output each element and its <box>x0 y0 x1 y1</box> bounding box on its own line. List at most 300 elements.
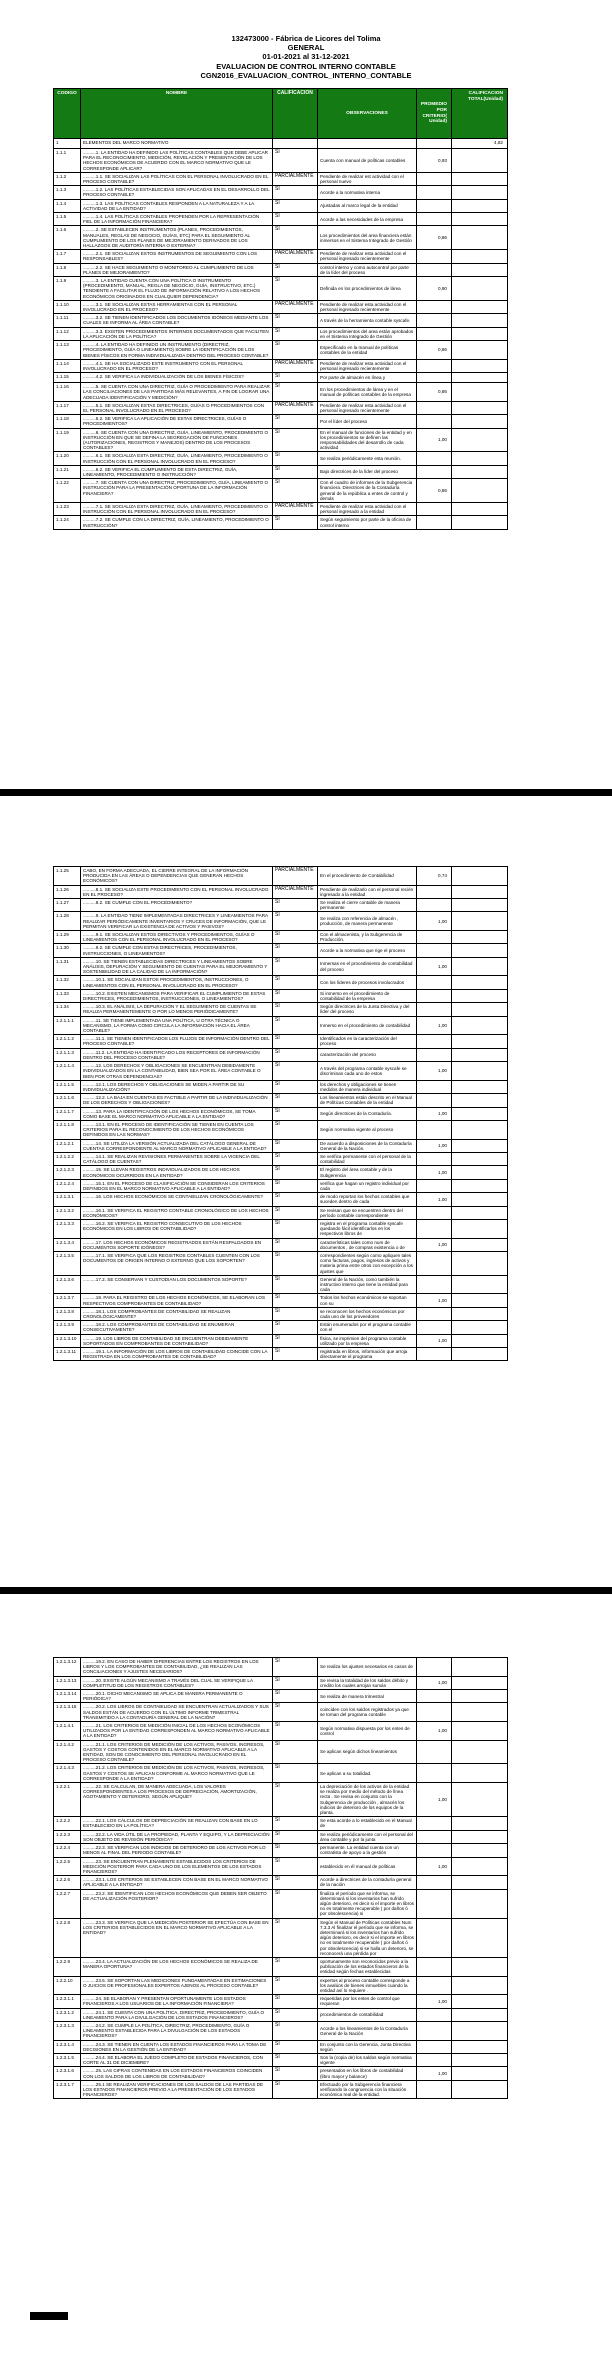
observaciones-cell: Efectuado por la Subgerencia financiera verificando la congruencia con la situación económica real de la entidad. <box>318 2081 417 2100</box>
table-row <box>54 1690 508 1703</box>
observaciones-cell: Bajo directrices de la líder del proceso <box>318 466 417 479</box>
observaciones-cell: Pendiente de realizar esta actividad con el personal ingresado recientemente <box>318 402 417 415</box>
name-cell: ..........22.1. LOS CÁLCULOS DE DEPRECIACIÓN SE REALIZAN CON BASE EN LO ESTABLECIDO EN LA POLÍTICA? <box>81 1817 273 1830</box>
name-cell: ..........20. EXISTE ALGÚN MECANISMO A TRAVÉS DEL CUAL SE VERIFIQUE LA COMPLETITUD DE LOS REGISTROS CONTABLES? <box>81 1677 273 1690</box>
calificacion-cell: SI <box>273 1049 318 1062</box>
observaciones-cell: Según el Manual de Políticas contables Num 7.3.3 Al finalizar el período que se informa, se determinará si los inventarios han sufrido algún deterioro, es decir si el importe en libros no es totalmente recuperable ( por daños ó por obsolescencia) si se halla un deterioro, se reconocerá una pérdida por <box>318 1919 417 1958</box>
calificacion-cell: SI <box>273 1108 318 1121</box>
promedio-cell <box>417 452 452 465</box>
name-cell: ..........25.1 SE REALIZAN VERIFICACIONES DE LOS SALDOS DE LAS PARTIDAS DE LOS ESTADOS FINANCIEROS PREVIO A LA PRESENTACIÓN DE LOS ESTADOS FINANCIEROS? <box>81 2081 273 2100</box>
table-row <box>54 1140 508 1153</box>
code-cell: 1.1.21 <box>54 466 81 479</box>
total-cell <box>452 1276 508 1295</box>
table-row <box>54 886 508 899</box>
name-cell: ..........1.2. LAS POLÍTICAS ESTABLECIDAS SON APLICADAS EN EL DESARROLLO DEL PROCESO CONTABLE? <box>81 186 273 199</box>
name-cell: ..........24. SE ELABORAN Y PRESENTAN OPORTUNAMENTE LOS ESTADOS FINANCIEROS A LOS USUARIOS DE LA INFORMACIÓN FINANCIERA? <box>81 1995 273 2008</box>
total-cell <box>452 402 508 415</box>
code-cell: 1.2.1.2.4 <box>54 1180 81 1193</box>
total-cell <box>452 149 508 173</box>
total-cell <box>452 213 508 226</box>
calificacion-cell: PARCIALMENTE <box>273 867 318 886</box>
code-cell: 1.2.2.4 <box>54 1844 81 1857</box>
table-row <box>54 200 508 213</box>
calificacion-cell: SI <box>273 912 318 931</box>
calificacion-cell: SI <box>273 383 318 402</box>
column-header-observaciones: OBSERVACIONES <box>318 89 417 139</box>
total-cell <box>452 931 508 944</box>
promedio-cell: 1,00 <box>417 1995 452 2008</box>
observaciones-cell: General de la Nación, como también la instructivo interno que tiene la entidad para cada <box>318 1276 417 1295</box>
code-cell: 1.1.14 <box>54 360 81 373</box>
code-cell: 1.2.3.1.2 <box>54 2009 81 2022</box>
observaciones-cell: Acorde a directrices de la contaduría general de la nación <box>318 1876 417 1889</box>
total-cell <box>452 1335 508 1348</box>
name-cell: ..........4.1. SE HA SOCIALIZADO ESTE INSTRUMENTO CON EL PERSONAL INVOLUCRADO EN EL PROCESO? <box>81 360 273 373</box>
total-cell <box>452 1094 508 1107</box>
observaciones-cell: Según normativa vigente al proceso <box>318 1121 417 1140</box>
calificacion-cell: SI <box>273 1690 318 1703</box>
table-row <box>54 1919 508 1958</box>
promedio-cell: 0,74 <box>417 867 452 886</box>
table-row <box>54 1193 508 1206</box>
calificacion-cell: SI <box>273 958 318 977</box>
name-cell: ..........24.2. SE CUMPLE LA POLÍTICA, DIRECTRIZ, PROCEDIMIENTO, GUÍA O LINEAMIENTO ESTABLECIDA PARA LA DIVULGACIÓN DE LOS ESTADOS FINANCIEROS? <box>81 2022 273 2041</box>
code-cell: 1.2.1.3.13 <box>54 1677 81 1690</box>
total-cell <box>452 1035 508 1048</box>
promedio-cell: 1,00 <box>417 1239 452 1252</box>
promedio-cell: 1,00 <box>417 1677 452 1690</box>
total-cell <box>452 264 508 277</box>
name-cell: ..........9.2. SE CUMPLE CON ESTAS DIRECTRICES, PROCEDIMIENTOS, INSTRUCCIONES, O LINEAMIENTOS? <box>81 944 273 957</box>
promedio-cell: 1,00 <box>417 1858 452 1877</box>
name-cell: ..........8.1. SE SOCIALIZA ESTE PROCEDIMIENTO CON EL PERSONAL INVOLUCRADO EN EL PROCESO? <box>81 886 273 899</box>
promedio-cell <box>417 139 452 149</box>
total-cell <box>452 1153 508 1166</box>
promedio-cell <box>417 1180 452 1193</box>
code-cell: 1.2.2.1 <box>54 1783 81 1817</box>
total-cell <box>452 466 508 479</box>
promedio-cell <box>417 264 452 277</box>
code-cell: 1.1.27 <box>54 899 81 912</box>
table-row <box>54 1252 508 1276</box>
total-cell <box>452 186 508 199</box>
table-row <box>54 1677 508 1690</box>
code-cell: 1.2.1.2.1 <box>54 1140 81 1153</box>
total-cell <box>452 1081 508 1094</box>
promedio-cell: 1,00 <box>417 1193 452 1206</box>
calificacion-cell: SI <box>273 1703 318 1722</box>
code-cell: 1.1.20 <box>54 452 81 465</box>
table-row <box>54 1958 508 1977</box>
table-row <box>54 429 508 453</box>
code-cell: 1.1.12 <box>54 328 81 341</box>
observaciones-cell: Se revisa la totalidad de los saldos débito y credito los cuales arrojan sumán <box>318 1677 417 1690</box>
name-cell: ..........4. LA ENTIDAD HA DEFINIDO UN INSTRUMENTO (DIRECTRIZ, PROCEDIMIENTO, GUÍA O LINEAMIENTO) SOBRE LA IDENTIFICACIÓN DE LOS BIENES FÍSICOS EN FORMA INDIVIDUALIZADA DENTRO DEL PROCESO CONTABLE? <box>81 341 273 360</box>
total-cell <box>452 1658 508 1677</box>
observaciones-cell: Pendiente de realizarlo con el personal recién ingresado a la entidad <box>318 886 417 899</box>
name-cell: ..........12. LOS DERECHOS Y OBLIGACIONES SE ENCUENTRAN DEBIDAMENTE INDIVIDUALIZADOS EN LA CONTABILIDAD, BIEN SEA POR EL ÁREA CONTABLE O BIEN POR OTRAS DEPENDENCIAS? <box>81 1062 273 1081</box>
total-cell <box>452 1017 508 1036</box>
calificacion-cell: SI <box>273 899 318 912</box>
table-row <box>54 373 508 383</box>
name-cell: ..........1. LA ENTIDAD HA DEFINIDO LAS POLÍTICAS CONTABLES QUE DEBE APLICAR PARA EL RECONOCIMIENTO, MEDICIÓN, REVELACIÓN Y PRESENTACIÓN DE LOS HECHOS ECONÓMICOS DE ACUERDO CON EL MARCO NORMATIVO QUE LE CORRESPONDE APLICAR? <box>81 149 273 173</box>
code-cell: 1.1.15 <box>54 373 81 383</box>
table-row <box>54 1348 508 1361</box>
promedio-cell <box>417 976 452 989</box>
calificacion-cell: SI <box>273 264 318 277</box>
observaciones-cell: registrada en libros, información que arroja directamente el programa <box>318 1348 417 1361</box>
name-cell: ..........23.3. SE VERIFICA QUE LA MEDICIÓN POSTERIOR SE EFECTÚA CON BASE EN LOS CRITERIOS ESTABLECIDOS EN EL MARCO NORMATIVO APLICABLE A LA ENTIDAD? <box>81 1919 273 1958</box>
name-cell: ..........2. SE ESTABLECEN INSTRUMENTOS (PLANES, PROCEDIMIENTOS, MANUALES, REGLAS DE NEGOCIO, GUÍAS, ETC) PARA EL SEGUIMIENTO AL CUMPLIMIENTO DE LOS PLANES DE MEJORAMIENTO DERIVADOS DE LOS HALLAZGOS DE AUDITORÍA INTERNA O EXTERNA? <box>81 226 273 250</box>
promedio-cell <box>417 1003 452 1016</box>
code-cell: 1.1.17 <box>54 402 81 415</box>
total-cell <box>452 415 508 428</box>
observaciones-cell: Se realiza el cierre contable de manera permanente <box>318 899 417 912</box>
observaciones-cell: Ajustadas al marco legal de la entidad <box>318 200 417 213</box>
calificacion-cell: PARCIALMENTE <box>273 886 318 899</box>
observaciones-cell: Según normativa dispuesta por los entes de control <box>318 1722 417 1741</box>
code-cell: 1.2.2.5 <box>54 1858 81 1877</box>
code-cell: 1.1.34 <box>54 1003 81 1016</box>
name-cell: ..........24.4. SE ELABORA EL JUEGO COMPLETO DE ESTADOS FINANCIEROS, CON CORTE AL 31 DE DICIEMBRE? <box>81 2054 273 2067</box>
calificacion-cell: PARCIALMENTE <box>273 250 318 263</box>
code-cell: 1.2.2.7 <box>54 1890 81 1919</box>
table-row <box>54 1276 508 1295</box>
name-cell: ..........18. PARA EL REGISTRO DE LOS HECHOS ECONÓMICOS, SE ELABORAN LOS RESPECTIVOS COMPROBANTES DE CONTABILIDAD? <box>81 1294 273 1307</box>
promedio-cell <box>417 1958 452 1977</box>
table-row <box>54 149 508 173</box>
promedio-cell: 1,00 <box>417 1062 452 1081</box>
name-cell: ..........3.2. SE TIENEN IDENTIFICADOS LOS DOCUMENTOS IDÓNEOS MEDIANTE LOS CUALES SE INFORMA AL ÁREA CONTABLE? <box>81 314 273 327</box>
code-cell: 1.2.1.3.4 <box>54 1239 81 1252</box>
name-cell: ..........18.2. LOS COMPROBANTES DE CONTABILIDAD SE ENUMERAN CONSECUTIVAMENTE? <box>81 1321 273 1334</box>
total-cell <box>452 958 508 977</box>
code-cell: 1.2.1.2.2 <box>54 1153 81 1166</box>
observaciones-cell: Se realiza periódicamente con el personal del área contable y por la junta <box>318 1831 417 1844</box>
name-cell: ..........10.3. EL ANÁLISIS, LA DEPURACIÓN Y EL SEGUIMIENTO DE CUENTAS SE REALIZA PERMANENTEMENTE O POR LO MENOS PERIÓDICAMENTE? <box>81 1003 273 1016</box>
table-row <box>54 1239 508 1252</box>
promedio-cell: 1,00 <box>417 1166 452 1179</box>
name-cell: ..........3.1. SE SOCIALIZAN ESTAS HERRAMIENTAS CON EL PERSONAL INVOLUCRADO EN EL PROCESO? <box>81 301 273 314</box>
total-cell <box>452 1844 508 1857</box>
observaciones-cell: Con los líderes de procesos involucrados <box>318 976 417 989</box>
table-row <box>54 1858 508 1877</box>
total-cell <box>452 944 508 957</box>
name-cell: ..........21.1. LOS CRITERIOS DE MEDICIÓN DE LOS ACTIVOS, PASIVOS, INGRESOS, GASTOS Y COSTOS CONTENIDOS EN EL MARCO NORMATIVO APLICABLE A LA ENTIDAD, SON DE CONOCIMIENTO DEL PERSONAL INVOLUCRADO EN EL PROCESO CONTABLE? <box>81 1741 273 1765</box>
table-header-row <box>54 89 508 139</box>
total-cell <box>452 1193 508 1206</box>
calificacion-cell: SI <box>273 1658 318 1677</box>
observaciones-cell: control interno y como autocontrol por parte de la líder del proceso <box>318 264 417 277</box>
promedio-cell: 0,90 <box>417 277 452 301</box>
total-cell <box>452 1308 508 1321</box>
code-cell: 1.2.1.1.4 <box>54 1062 81 1081</box>
observaciones-cell: expertos al proceso contable corresponde a los avalúos de bienes inmuebles cuando la entidad así lo requiere . <box>318 1977 417 1996</box>
total-cell <box>452 1817 508 1830</box>
code-cell: 1.2.2.8 <box>54 1919 81 1958</box>
code-cell: 1.2.1.3.1 <box>54 1193 81 1206</box>
observaciones-cell: Se aplican según dichos lineamientos <box>318 1741 417 1765</box>
table-row <box>54 912 508 931</box>
table-row <box>54 1294 508 1307</box>
code-cell: 1.2.2.2 <box>54 1817 81 1830</box>
total-cell <box>452 226 508 250</box>
table-row <box>54 383 508 402</box>
table-row <box>54 173 508 186</box>
code-cell: 1.1.29 <box>54 931 81 944</box>
observaciones-cell: Cuenta con manual de políticas contables <box>318 149 417 173</box>
name-cell: ..........24.1. SE CUENTA CON UNA POLÍTICA, DIRECTRIZ, PROCEDIMIENTO, GUÍA O LINEAMIENTO PARA LA DIVULGACIÓN DE LOS ESTADOS FINANCIEROS? <box>81 2009 273 2022</box>
calificacion-cell: SI <box>273 226 318 250</box>
total-cell: 4,82 <box>452 139 508 149</box>
total-cell <box>452 1977 508 1996</box>
total-cell <box>452 867 508 886</box>
name-cell: ..........20.2. LOS LIBROS DE CONTABILIDAD SE ENCUENTRAN ACTUALIZADOS Y SUS SALDOS ESTÁN DE ACUERDO CON EL ÚLTIMO INFORME TRIMESTRAL TRANSMITIDO A LA CONTADURÍA GENERAL DE LA NACIÓN? <box>81 1703 273 1722</box>
table-row <box>54 1876 508 1889</box>
calificacion-cell: SI <box>273 1995 318 2008</box>
calificacion-cell: SI <box>273 1844 318 1857</box>
promedio-cell: 1,00 <box>417 1335 452 1348</box>
calificacion-cell: SI <box>273 1890 318 1919</box>
total-cell <box>452 2081 508 2100</box>
table-row <box>54 503 508 516</box>
code-cell: 1.2.1.3.11 <box>54 1348 81 1361</box>
observaciones-cell: Pendiente de realizar esta actividad con el personal ingresado recientemente <box>318 250 417 263</box>
name-cell: CABO, EN FORMA ADECUADA, EL CIERRE INTEGRAL DE LA INFORMACIÓN PRODUCIDA EN LAS ÁREAS O DEPENDENCIAS QUE GENERAN HECHOS ECONÓMICOS? <box>81 867 273 886</box>
observaciones-cell: Con el almacenista, y la Subgerencia de Producción. <box>318 931 417 944</box>
promedio-cell: 0,86 <box>417 479 452 503</box>
code-cell: 1.1.16 <box>54 383 81 402</box>
column-header-promedio: PROMEDIO POR CRITERIO( Unidad) <box>417 89 452 139</box>
name-cell: ..........4.2. SE VERIFICA LA INDIVIDUALIZACIÓN DE LOS BIENES FÍSICOS? <box>81 373 273 383</box>
observaciones-cell: física, se imprimien del programa contable utilizado por la empresa <box>318 1335 417 1348</box>
observaciones-cell: establecido en él manual de políticas <box>318 1858 417 1877</box>
calificacion-cell: SI <box>273 1062 318 1081</box>
table-row <box>54 976 508 989</box>
calificacion-cell: SI <box>273 2041 318 2054</box>
promedio-cell <box>417 1977 452 1996</box>
observaciones-cell: A través de la herramienta contable syscafe. <box>318 314 417 327</box>
code-cell: 1.2.1.1.3 <box>54 1049 81 1062</box>
observaciones-cell: Acorde a los lineamientos de la Contaduría General de la Nación <box>318 2022 417 2041</box>
total-cell <box>452 328 508 341</box>
column-header-nombre: NOMBRE <box>81 89 273 139</box>
promedio-cell <box>417 1690 452 1703</box>
calificacion-cell: SI <box>273 1094 318 1107</box>
total-cell <box>452 1858 508 1877</box>
observaciones-cell: Pendiente de realizar est actividad con el personal nuevo <box>318 173 417 186</box>
name-cell: ..........6.2. SE VERIFICA EL CUMPLIMIENTO DE ESTA DIRECTRIZ, GUÍA, LINEAMIENTO, PROCEDIMIENTO O INSTRUCCIÓN? <box>81 466 273 479</box>
code-cell: 1.2.2.3 <box>54 1831 81 1844</box>
form-code-title: CGN2016_EVALUACION_CONTROL_INTERNO_CONTABLE <box>200 70 412 80</box>
total-cell <box>452 1690 508 1703</box>
table-row <box>54 2009 508 2022</box>
calificacion-cell: SI <box>273 1035 318 1048</box>
table-row <box>54 2081 508 2100</box>
name-cell: ..........10.1. SE SOCIALIZAN ESTOS PROCEDIMIENTOS, INSTRUCCIONES, O LINEAMIENTOS CON EL PERSONAL INVOLUCRADO EN EL PROCESO? <box>81 976 273 989</box>
table-row <box>54 1081 508 1094</box>
promedio-cell <box>417 2009 452 2022</box>
promedio-cell <box>417 1658 452 1677</box>
observaciones-cell: Se realiza los ajustes necesarios en casos de <box>318 1658 417 1677</box>
total-cell <box>452 1108 508 1121</box>
promedio-cell <box>417 503 452 516</box>
code-cell: 1.2.1.3.6 <box>54 1276 81 1295</box>
code-cell: 1.1.25 <box>54 867 81 886</box>
calificacion-cell: SI <box>273 1239 318 1252</box>
total-cell <box>452 479 508 503</box>
name-cell: ..........12.2. LA BAJA EN CUENTAS ES FACTIBLE A PARTIR DE LA INDIVIDUALIZACIÓN DE LOS DERECHOS Y OBLIGACIONES? <box>81 1094 273 1107</box>
table-row <box>54 1153 508 1166</box>
name-cell: ..........16.1. SE VERIFICA EL REGISTRO CONTABLE CRONOLÓGICO DE LOS HECHOS ECONÓMICOS? <box>81 1207 273 1220</box>
observaciones-cell: En el manual de funciones de la entidad y en los procedimientos se definen las responsabilidades del desarrollo de cada actividad <box>318 429 417 453</box>
name-cell: ..........5.1. SE SOCIALIZAN ESTAS DIRECTRICES, GUÍAS O PROCEDIMIENTOS CON EL PERSONAL INVOLUCRADO EN EL PROCESO? <box>81 402 273 415</box>
total-cell <box>452 250 508 263</box>
name-cell: ..........1.1. SE SOCIALIZAN LAS POLÍTICAS CON EL PERSONAL INVOLUCRADO EN EL PROCESO CONTABLE? <box>81 173 273 186</box>
total-cell <box>452 2022 508 2041</box>
name-cell: ..........5. SE CUENTA CON UNA DIRECTRIZ, GUÍA O PROCEDIMIENTO PARA REALIZAR LAS CONCILIACIONES DE LAS PARTIDAS MÁS RELEVANTES, A FIN DE LOGRAR UNA ADECUADA IDENTIFICACIÓN Y MEDICIÓN? <box>81 383 273 402</box>
calificacion-cell: PARCIALMENTE <box>273 301 318 314</box>
code-cell: 1.2.1.1.8 <box>54 1121 81 1140</box>
total-cell <box>452 429 508 453</box>
observaciones-cell: Según directrices de la Contaduría. <box>318 1108 417 1121</box>
promedio-cell <box>417 173 452 186</box>
calificacion-cell: SI <box>273 516 318 529</box>
observaciones-cell: Acorde a la normativa que rige el proceso <box>318 944 417 957</box>
code-cell: 1.2.1.2.3 <box>54 1166 81 1179</box>
name-cell: ..........21. LOS CRITERIOS DE MEDICIÓN INICIAL DE LOS HECHOS ECONÓMICOS UTILIZADOS POR LA ENTIDAD CORRESPONDEN AL MARCO NORMATIVO APLICABLE A LA ENTIDAD? <box>81 1722 273 1741</box>
promedio-cell: 1,00 <box>417 1017 452 1036</box>
code-cell: 1.1.13 <box>54 341 81 360</box>
calificacion-cell: SI <box>273 1003 318 1016</box>
promedio-cell: 1,00 <box>417 429 452 453</box>
name-cell: ..........6.1. SE SOCIALIZA ESTA DIRECTRIZ, GUÍA, LINEAMIENTO, PROCEDIMIENTO O INSTRUCCIÓN CON EL PERSONAL INVOLUCRADO EN EL PROCESO? <box>81 452 273 465</box>
table-row <box>54 226 508 250</box>
code-cell: 1.2.1.3.10 <box>54 1335 81 1348</box>
table-row <box>54 1017 508 1036</box>
promedio-cell <box>417 466 452 479</box>
name-cell: ..........17.2. SE CONSERVAN Y CUSTODIAN LOS DOCUMENTOS SOPORTE? <box>81 1276 273 1295</box>
code-cell: 1.2.1.3.3 <box>54 1220 81 1239</box>
observaciones-cell <box>318 139 417 149</box>
calificacion-cell: SI <box>273 1817 318 1830</box>
table-row <box>54 452 508 465</box>
total-cell <box>452 516 508 529</box>
total-cell <box>452 200 508 213</box>
calificacion-cell: SI <box>273 328 318 341</box>
table-row <box>54 1764 508 1783</box>
table-row <box>54 1741 508 1765</box>
observaciones-cell: se reconocen los hechos económicos por cada uno de los proveedores <box>318 1308 417 1321</box>
column-header-codigo: CODIGO <box>54 89 81 139</box>
name-cell: ..........24.3. SE TIENEN EN CUENTA LOS ESTADOS FINANCIEROS PARA LA TOMA DE DECISIONES EN LA GESTIÓN DE LA ENTIDAD? <box>81 2041 273 2054</box>
observaciones-cell: Se aplican a su totalidad. <box>318 1764 417 1783</box>
promedio-cell <box>417 1207 452 1220</box>
promedio-cell: 1,00 <box>417 1108 452 1121</box>
table-row <box>54 1844 508 1857</box>
table-row <box>54 1308 508 1321</box>
table-row <box>54 328 508 341</box>
promedio-cell <box>417 1831 452 1844</box>
calificacion-cell: SI <box>273 2054 318 2067</box>
total-cell <box>452 2041 508 2054</box>
calificacion-cell: SI <box>273 1764 318 1783</box>
code-cell: 1.1.11 <box>54 314 81 327</box>
table-row <box>54 1108 508 1121</box>
table-row <box>54 1977 508 1996</box>
calificacion-cell: SI <box>273 1193 318 1206</box>
name-cell: ..........21.2. LOS CRITERIOS DE MEDICIÓN DE LOS ACTIVOS, PASIVOS, INGRESOS, GASTOS Y COSTOS SE APLICAN CONFORME AL MARCO NORMATIVO QUE LE CORRESPONDE A LA ENTIDAD? <box>81 1764 273 1783</box>
code-cell: 1.1.19 <box>54 429 81 453</box>
name-cell: ..........9. LA ENTIDAD TIENE IMPLEMENTADAS DIRECTRICES Y LINEAMIENTOS PARA REALIZAR PERIÓDICAMENTE INVENTARIOS Y CRUCES DE INFORMACIÓN, QUE LE PERMITAN VERIFICAR LA EXISTENCIA DE ACTIVOS Y PASIVOS? <box>81 912 273 931</box>
table-row <box>54 1035 508 1048</box>
table-row <box>54 944 508 957</box>
code-cell: 1.2.1.3.8 <box>54 1308 81 1321</box>
table-row <box>54 250 508 263</box>
total-cell <box>452 503 508 516</box>
name-cell: ..........1.3. LAS POLÍTICAS CONTABLES RESPONDEN A LA NATURALEZA Y A LA ACTIVIDAD DE LA ENTIDAD? <box>81 200 273 213</box>
report-header <box>0 34 612 80</box>
observaciones-cell: Pendiente de realizar esta actividad con el personal ingresado recientemente <box>318 301 417 314</box>
table-row <box>54 931 508 944</box>
observaciones-cell: registra en el programa contable syscafe quedando fácil identificarlos en los respectivos libros de <box>318 1220 417 1239</box>
table-row <box>54 1831 508 1844</box>
table-row <box>54 1094 508 1107</box>
promedio-cell: 0,86 <box>417 226 452 250</box>
observaciones-cell: coinciden con los saldos registrados ya que se toman del programa contable <box>318 1703 417 1722</box>
observaciones-cell: Los procedimientos del area financiera están inmersos en el Sistema Integrado de Gestión <box>318 226 417 250</box>
total-cell <box>452 1722 508 1741</box>
code-cell: 1.2.1.4.3 <box>54 1764 81 1783</box>
promedio-cell <box>417 1049 452 1062</box>
code-cell: 1.2.1.3.12 <box>54 1658 81 1677</box>
total-cell <box>452 1180 508 1193</box>
observaciones-cell: finaliza el período que se informa, se determinará si los inventarios han sufrido algún deterioro, es decir si el importe en libros no es totalmente recuperable ( por daños ó por obsolescencia) si <box>318 1890 417 1919</box>
total-cell <box>452 1348 508 1361</box>
promedio-cell <box>417 1252 452 1276</box>
code-cell: 1.2.1.3.2 <box>54 1207 81 1220</box>
promedio-cell <box>417 931 452 944</box>
total-cell <box>452 1239 508 1252</box>
code-cell: 1.2.1.3.9 <box>54 1321 81 1334</box>
code-cell: 1.2.3.1.1 <box>54 1995 81 2008</box>
observaciones-cell: requeridas por los entes de control que requieran <box>318 1995 417 2008</box>
calificacion-cell: SI <box>273 990 318 1003</box>
observaciones-cell: Se realiza de manera trimestral <box>318 1690 417 1703</box>
observaciones-cell: En conjunto con la Gerencia, Junta Directiva según <box>318 2041 417 2054</box>
column-header-calificacion: CALIFICACION <box>273 89 318 139</box>
scope-title: GENERAL <box>287 43 325 53</box>
name-cell: ..........3.3. EXISTEN PROCEDIMIENTOS INTERNOS DOCUMENTADOS QUE FACILITEN LA APLICACIÓN DE LA POLÍTICA? <box>81 328 273 341</box>
code-cell: 1.1.3 <box>54 186 81 199</box>
code-cell: 1.2.3.1.4 <box>54 2041 81 2054</box>
code-cell: 1 <box>54 139 81 149</box>
table-row <box>54 402 508 415</box>
promedio-cell <box>417 1220 452 1239</box>
calificacion-cell: SI <box>273 2022 318 2041</box>
code-cell: 1.2.2.10 <box>54 1977 81 1996</box>
calificacion-cell: SI <box>273 415 318 428</box>
observaciones-cell: Los lineamientos están descrito en el Manual de Políticas Contables de la entidad <box>318 1094 417 1107</box>
total-cell <box>452 1294 508 1307</box>
table-row <box>54 958 508 977</box>
name-cell: ..........10. SE TIENEN ESTABLECIDAS DIRECTRICES Y LINEAMIENTOS SOBRE ANÁLISIS, DEPURACIÓN Y SEGUIMIENTO DE CUENTAS PARA EL MEJORAMIENTO Y SOSTENIBILIDAD DE LA CALIDAD DE LA INFORMACIÓN? <box>81 958 273 977</box>
total-cell <box>452 1252 508 1276</box>
promedio-cell <box>417 402 452 415</box>
promedio-cell <box>417 1094 452 1107</box>
total-cell <box>452 373 508 383</box>
calificacion-cell: SI <box>273 2009 318 2022</box>
